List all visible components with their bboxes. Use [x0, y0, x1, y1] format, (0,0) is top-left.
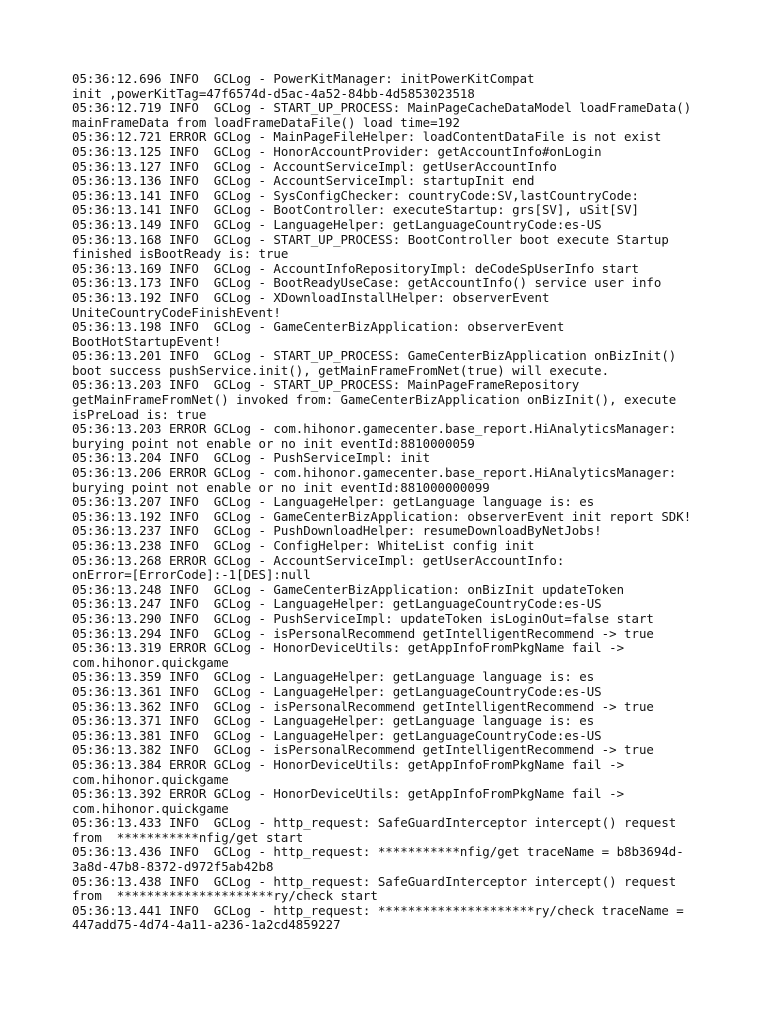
log-line: 05:36:13.136 INFO GCLog - AccountServiceImpl: startupInit end: [72, 173, 535, 189]
log-line: 05:36:13.361 INFO GCLog - LanguageHelper: getLanguageCountryCode:es-US: [72, 683, 602, 699]
log-line: 05:36:13.248 INFO GCLog - GameCenterBizApplication: onBizInit updateToken: [72, 581, 625, 597]
log-line: 05:36:13.173 INFO GCLog - BootReadyUseCase: getAccountInfo() service user info: [72, 275, 662, 291]
log-line: 05:36:13.192 INFO GCLog - GameCenterBizApplication: observerEvent init report SDK!: [72, 508, 692, 524]
log-line: 05:36:13.438 INFO GCLog - http_request: SafeGuardInterceptor intercept() request: [72, 873, 677, 889]
log-line: 05:36:13.149 INFO GCLog - LanguageHelper: getLanguageCountryCode:es-US: [72, 216, 602, 232]
log-line: 05:36:13.319 ERROR GCLog - HonorDeviceUtils: getAppInfoFromPkgName fail ->: [72, 640, 625, 656]
log-line: from *********************ry/check start: [72, 888, 378, 904]
log-line: 05:36:13.441 INFO GCLog - http_request: *********************ry/check traceName =: [72, 902, 684, 918]
log-line: getMainFrameFromNet() invoked from: GameCenterBizApplication onBizInit(), execute: [72, 392, 677, 408]
log-line: 05:36:13.168 INFO GCLog - START_UP_PROCESS: BootController boot execute Startup: [72, 231, 669, 247]
log-line: com.hihonor.quickgame: [72, 654, 229, 670]
log-line: 05:36:13.268 ERROR GCLog - AccountServiceImpl: getUserAccountInfo:: [72, 552, 565, 568]
log-line: 05:36:13.127 INFO GCLog - AccountServiceImpl: getUserAccountInfo: [72, 158, 557, 174]
log-line: mainFrameData from loadFrameDataFile() load time=192: [72, 114, 460, 130]
log-line: finished isBootReady is: true: [72, 246, 289, 262]
log-line: from ***********nfig/get start: [72, 829, 304, 845]
log-line: 05:36:13.192 INFO GCLog - XDownloadInstallHelper: observerEvent: [72, 289, 550, 305]
log-line: onError=[ErrorCode]:-1[DES]:null: [72, 567, 311, 583]
log-line: 05:36:13.238 INFO GCLog - ConfigHelper: WhiteList config init: [72, 538, 535, 553]
log-line: 05:36:13.207 INFO GCLog - LanguageHelper: getLanguage language is: es: [72, 494, 595, 510]
log-line: 05:36:13.362 INFO GCLog - isPersonalRecommend getIntelligentRecommend -> true: [72, 698, 654, 714]
log-line: burying point not enable or no init eventId:8810000059: [72, 435, 475, 451]
log-line: UniteCountryCodeFinishEvent!: [72, 304, 281, 320]
log-line: 05:36:13.359 INFO GCLog - LanguageHelper: getLanguage language is: es: [72, 669, 595, 685]
log-line: 05:36:13.204 INFO GCLog - PushServiceImpl: init: [72, 450, 431, 466]
log-line: 05:36:13.433 INFO GCLog - http_request: SafeGuardInterceptor intercept() request: [72, 815, 677, 831]
log-line: 05:36:13.203 ERROR GCLog - com.hihonor.gamecenter.base_report.HiAnalyticsManager:: [72, 421, 677, 437]
log-line: 05:36:13.141 INFO GCLog - BootController: executeStartup: grs[SV], uSit[SV]: [72, 202, 639, 218]
log-line: 05:36:13.141 INFO GCLog - SysConfigChecker: countryCode:SV,lastCountryCode:: [72, 187, 639, 203]
log-line: 3a8d-47b8-8372-d972f5ab42b8: [72, 859, 274, 875]
log-document: [72, 72, 712, 933]
log-line: isPreLoad is: true: [72, 406, 207, 422]
log-line: 05:36:13.436 INFO GCLog - http_request: ***********nfig/get traceName = b8b3694d-: [72, 844, 684, 860]
log-line: init ,powerKitTag=47f6574d-d5ac-4a52-84bb-4d5853023518: [72, 85, 475, 101]
log-line: com.hihonor.quickgame: [72, 771, 229, 787]
log-line: com.hihonor.quickgame: [72, 800, 229, 816]
log-line: 05:36:13.392 ERROR GCLog - HonorDeviceUtils: getAppInfoFromPkgName fail ->: [72, 786, 625, 802]
log-line: 05:36:13.169 INFO GCLog - AccountInfoRepositoryImpl: deCodeSpUserInfo start: [72, 260, 639, 276]
log-line: boot success pushService.init(), getMainFrameFromNet(true) will execute.: [72, 362, 610, 378]
log-line: 05:36:13.201 INFO GCLog - START_UP_PROCESS: GameCenterBizApplication onBizInit(): [72, 348, 677, 364]
log-line: 05:36:13.198 INFO GCLog - GameCenterBizApplication: observerEvent: [72, 319, 565, 335]
log-line: 05:36:13.294 INFO GCLog - isPersonalRecommend getIntelligentRecommend -> true: [72, 625, 654, 641]
log-line: 05:36:13.371 INFO GCLog - LanguageHelper: getLanguage language is: es: [72, 713, 595, 729]
log-line: BootHotStartupEvent!: [72, 333, 222, 349]
log-line: 05:36:13.384 ERROR GCLog - HonorDeviceUtils: getAppInfoFromPkgName fail ->: [72, 756, 625, 772]
log-line: 05:36:12.696 INFO GCLog - PowerKitManager: initPowerKitCompat: [72, 71, 535, 86]
log-line: 05:36:13.290 INFO GCLog - PushServiceImpl: updateToken isLoginOut=false start: [72, 610, 654, 626]
log-line: 05:36:13.382 INFO GCLog - isPersonalRecommend getIntelligentRecommend -> true: [72, 742, 654, 758]
log-line: 05:36:13.381 INFO GCLog - LanguageHelper: getLanguageCountryCode:es-US: [72, 727, 602, 743]
log-line: 447add75-4d74-4a11-a236-1a2cd4859227: [72, 917, 341, 933]
log-line: 05:36:12.719 INFO GCLog - START_UP_PROCESS: MainPageCacheDataModel loadFrameData(): [72, 100, 692, 116]
log-line: 05:36:12.721 ERROR GCLog - MainPageFileHelper: loadContentDataFile is not exist: [72, 129, 662, 145]
log-line: 05:36:13.237 INFO GCLog - PushDownloadHelper: resumeDownloadByNetJobs!: [72, 523, 602, 539]
log-line: 05:36:13.247 INFO GCLog - LanguageHelper: getLanguageCountryCode:es-US: [72, 596, 602, 612]
log-line: 05:36:13.203 INFO GCLog - START_UP_PROCESS: MainPageFrameRepository: [72, 377, 580, 393]
log-line: 05:36:13.206 ERROR GCLog - com.hihonor.gamecenter.base_report.HiAnalyticsManager:: [72, 465, 677, 481]
log-line: 05:36:13.125 INFO GCLog - HonorAccountProvider: getAccountInfo#onLogin: [72, 143, 602, 159]
log-line: burying point not enable or no init eventId:881000000099: [72, 479, 490, 495]
